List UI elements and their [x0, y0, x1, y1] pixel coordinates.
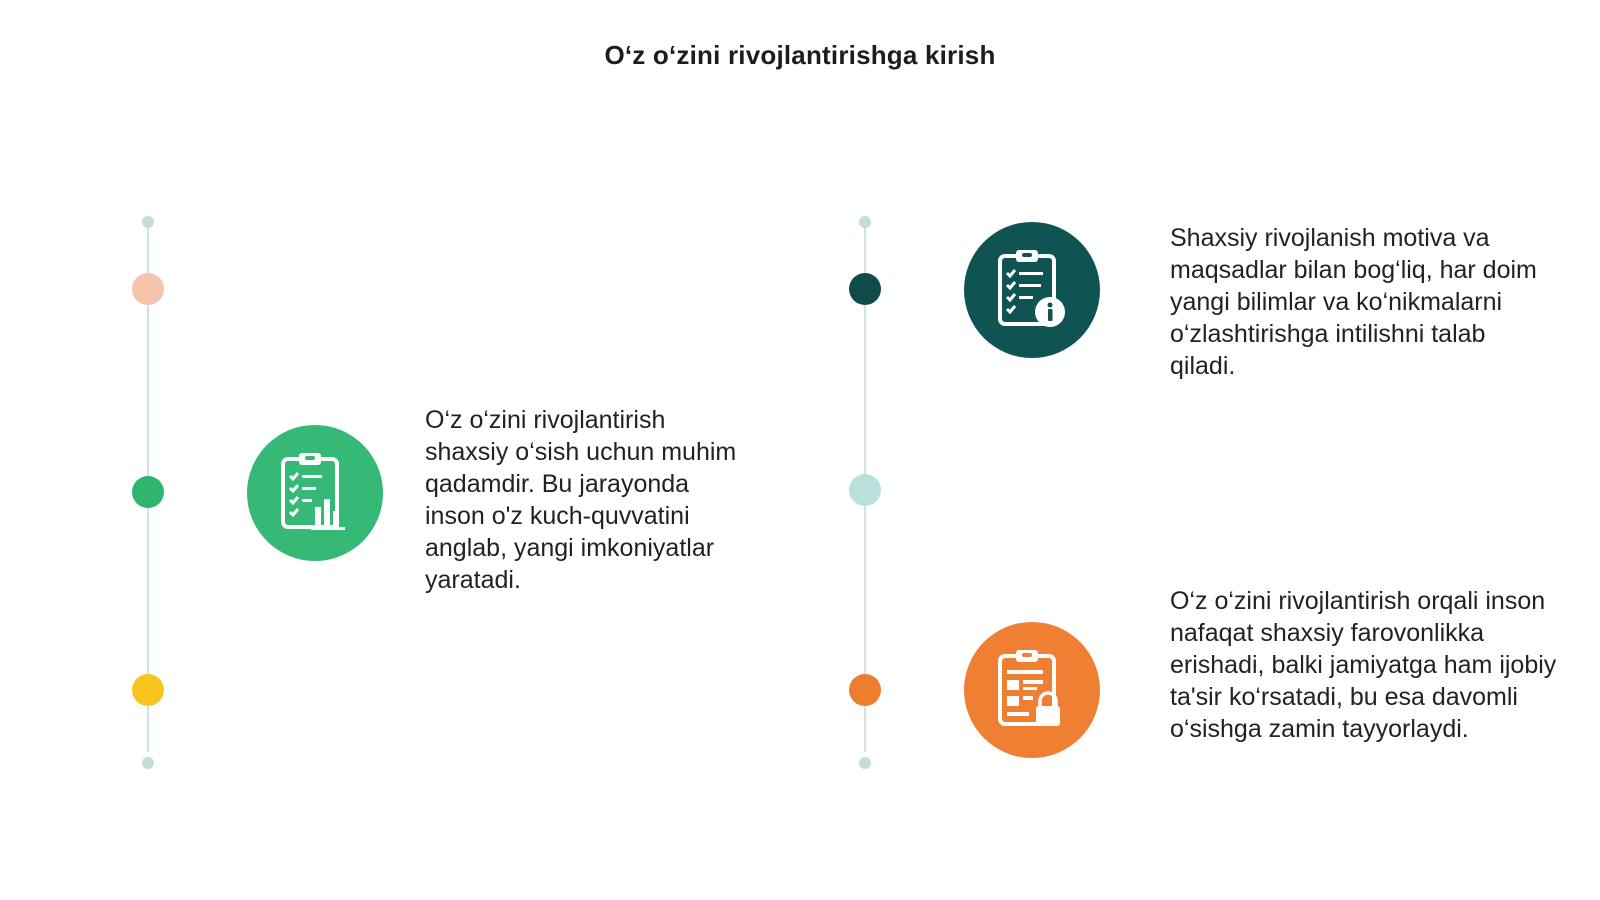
timeline-dot-light-teal [849, 474, 881, 506]
timeline-dot-yellow [132, 674, 164, 706]
clipboard-info-icon [994, 248, 1070, 332]
page-title: O‘z o‘zini rivojlantirishga kirish [604, 40, 996, 70]
clipboard-lock-icon [994, 648, 1070, 732]
timeline-end-top [859, 216, 871, 228]
timeline-dot-dark-teal [849, 273, 881, 305]
block-text-3: O‘z o‘zini rivojlantirish orqali inson nafaqat shaxsiy farovonlikka erishadi, balki jamiyatga ham ijobiy ta'sir ko‘rsatadi, bu esa davomli o‘sishga zamin tayyorlaydi. [1170, 587, 1557, 743]
badge-orange [964, 622, 1100, 758]
timeline-dot-orange [849, 674, 881, 706]
timeline-end-bottom [859, 757, 871, 769]
block-text-2: Shaxsiy rivojlanish motiva va maqsadlar bilan bog‘liq, har doim yangi bilimlar va ko‘nikmalarni o‘zlashtirishga intilishni talab qiladi. [1170, 224, 1537, 380]
clipboard-chart-icon [277, 451, 353, 535]
timeline-dot-peach [132, 273, 164, 305]
timeline-end-top [142, 216, 154, 228]
badge-teal [964, 222, 1100, 358]
badge-green [247, 425, 383, 561]
timeline-dot-green [132, 476, 164, 508]
timeline-end-bottom [142, 757, 154, 769]
block-text-1: O‘z o‘zini rivojlantirish shaxsiy o‘sish uchun muhim qadamdir. Bu jarayonda inson o'z kuch-quvvatini anglab, yangi imkoniyatlar yaratadi. [425, 406, 737, 594]
